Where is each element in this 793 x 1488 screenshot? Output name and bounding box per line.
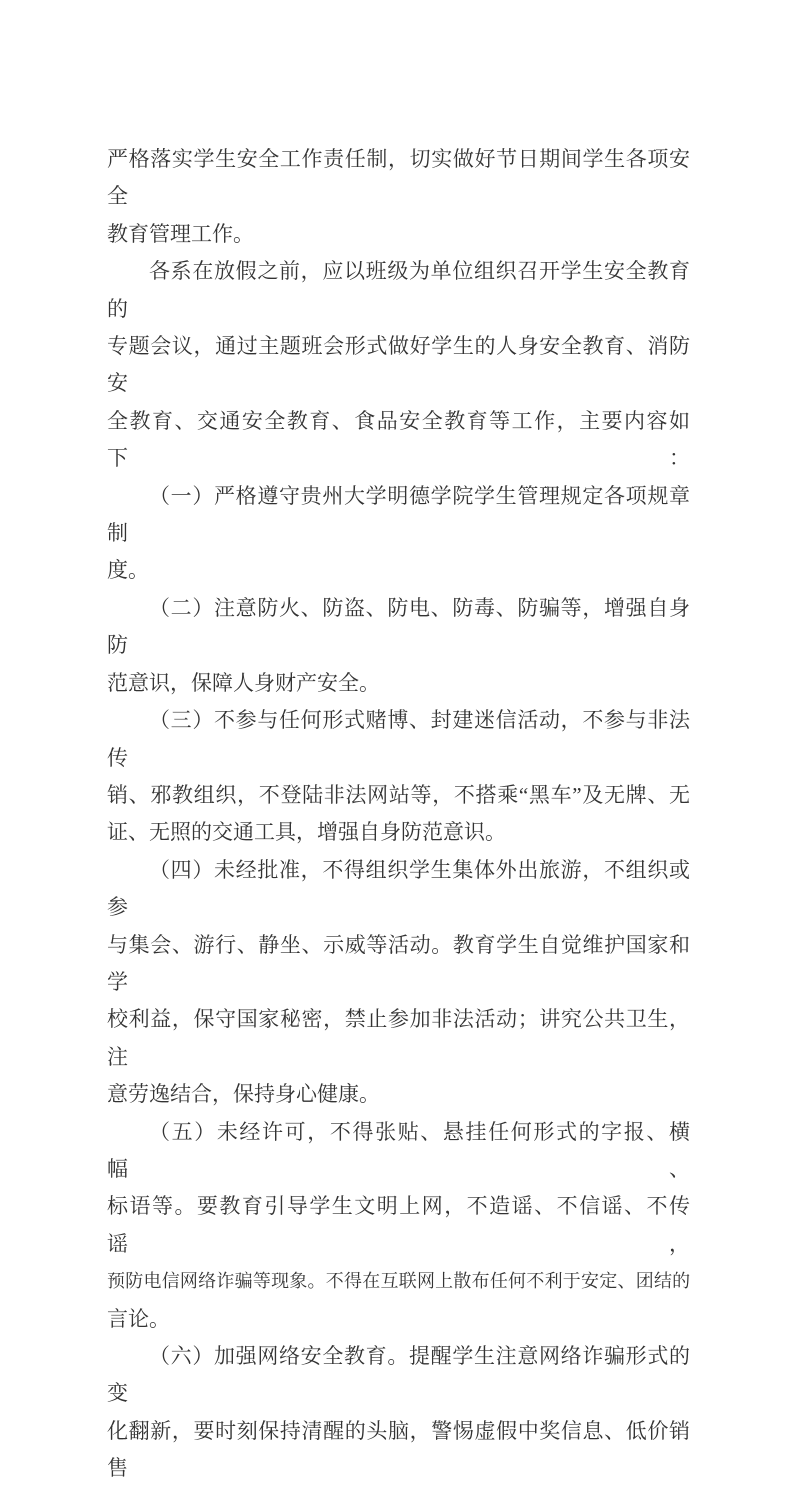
text-line: 标语等。要教育引导学生文明上网，不造谣、不信谣、不传谣， <box>107 1194 690 1256</box>
text-line: 范意识，保障人身财产安全。 <box>107 670 380 695</box>
text-line: 校利益，保守国家秘密，禁止参加非法活动；讲究公共卫生，注 <box>107 1007 690 1069</box>
text-line: （四）未经批准，不得组织学生集体外出旅游，不组织或参 <box>107 857 690 920</box>
text-line: （三）不参与任何形式赌博、封建迷信活动，不参与非法传 <box>107 708 690 770</box>
text-line: （五）未经许可，不得张贴、悬挂任何形式的字报、横幅、 <box>107 1119 690 1181</box>
text-line: 严格落实学生安全工作责任制，切实做好节日期间学生各项安全 <box>107 147 690 209</box>
text-line: 预防电信网络诈骗等现象。不得在互联网上散布任何不利于安定、团结的 <box>107 1271 690 1292</box>
text-line: 专题会议，通过主题班会形式做好学生的人身安全教育、消防安 <box>107 334 690 396</box>
text-line: 与集会、游行、静坐、示威等活动。教育学生自觉维护国家和学 <box>107 932 690 994</box>
text-line: 各系在放假之前，应以班级为单位组织召开学生安全教育的 <box>107 259 690 321</box>
text-line: 化翻新，要时刻保持清醒的头脑，警惕虚假中奖信息、低价销售 <box>107 1418 690 1481</box>
text-line: 度。 <box>107 558 149 583</box>
text-line: 销、邪教组织，不登陆非法网站等，不搭乘“黑车”及无牌、无 <box>107 782 690 807</box>
text-line: 言论。 <box>107 1306 170 1331</box>
text-line: 全教育、交通安全教育、食品安全教育等工作，主要内容如下： <box>107 408 690 471</box>
text-line: （六）加强网络安全教育。提醒学生注意网络诈骗形式的变 <box>107 1344 690 1406</box>
text-line: （一）严格遵守贵州大学明德学院学生管理规定各项规章制 <box>107 483 690 546</box>
document-body <box>107 141 690 1488</box>
text-line: （二）注意防火、防盗、防电、防毒、防骗等，增强自身防 <box>107 595 690 658</box>
text-line: 证、无照的交通工具，增强自身防范意识。 <box>107 820 506 845</box>
text-line: 教育管理工作。 <box>107 221 254 246</box>
text-line: 意劳逸结合，保持身心健康。 <box>107 1082 380 1107</box>
